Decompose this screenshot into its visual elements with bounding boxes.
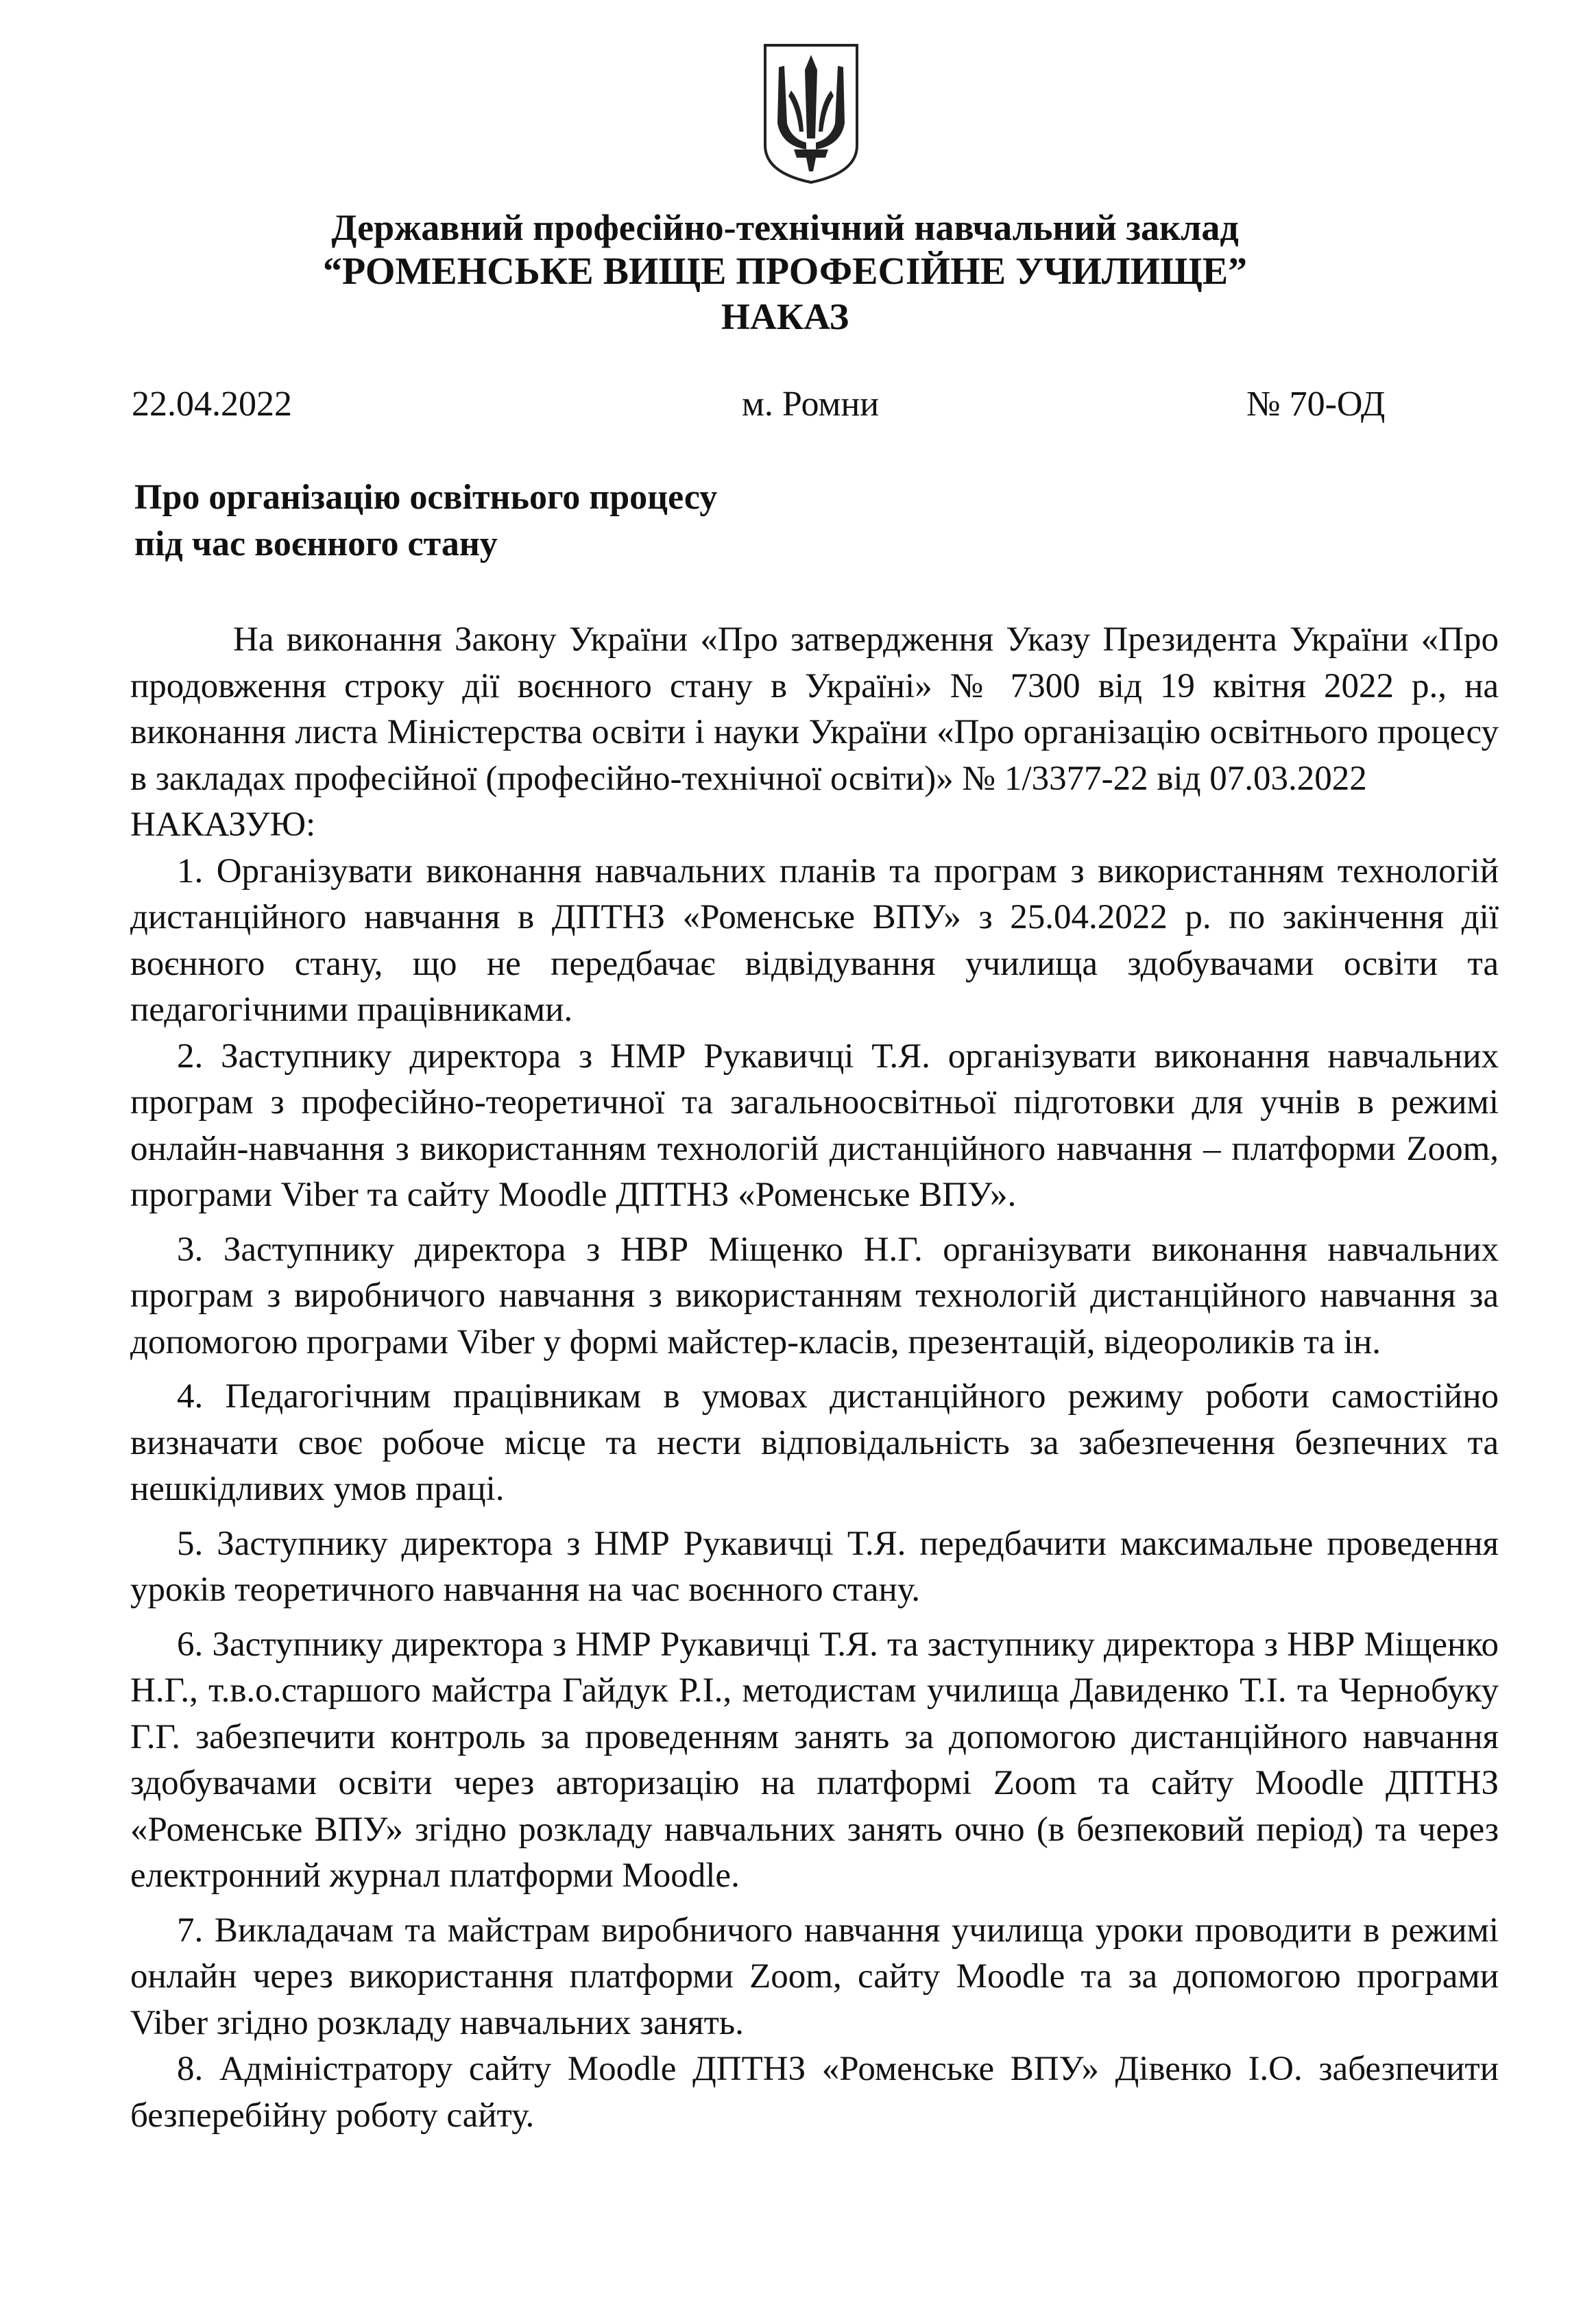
order-item-3: 3. Заступнику директора з НВР Міщенко Н.Г. організувати виконання навчальних програм з виробничого навчання з використанням технологій дистанційного навчання за допомогою програми Viber у формі майстер-класів, презентацій, відеороликів та ін.	[130, 1230, 1499, 1361]
institution-name: “РОМЕНСЬКЕ ВИЩЕ ПРОФЕСІЙНЕ УЧИЛИЩЕ”	[322, 250, 1248, 293]
document-type: НАКАЗ	[721, 296, 849, 337]
order-title	[134, 474, 717, 568]
order-item-2: 2. Заступнику директора з НМР Рукавичці Т.Я. організувати виконання навчальних програм з професійно-теоретичної та загальноосвітньої підготовки для учнів в режимі онлайн-навчання з використанням технологій дистанційного навчання – платформи Zoom, програми Viber та сайту Moodle ДПТНЗ «Роменське ВПУ».	[130, 1037, 1499, 1214]
institution-type: Державний професійно-технічний навчальний заклад	[331, 207, 1239, 248]
order-city: м. Ромни	[742, 385, 880, 424]
order-item-5: 5. Заступнику директора з НМР Рукавичці Т.Я. передбачити максимальне проведення уроків теоретичного навчання на час воєнного стану.	[130, 1524, 1499, 1609]
order-item-6: 6. Заступнику директора з НМР Рукавичці Т.Я. та заступнику директора з НВР Міщенко Н.Г., т.в.о.старшого майстра Гайдук Р.І., методистам училища Давиденко Т.І. та Чернобуку Г.Г. забезпечити контроль за проведенням занять за допомогою дистанційного навчання здобувачами освіти через авторизацію на платформі Zoom та сайту Moodle ДПТНЗ «Роменське ВПУ» згідно розкладу навчальних занять очно (в безпековий період) та через електронний журнал платформи Moodle.	[130, 1625, 1499, 1895]
order-body	[130, 617, 1499, 2139]
trident-emblem-icon	[761, 43, 861, 185]
order-date: 22.04.2022	[132, 385, 292, 424]
order-item-1: 1. Організувати виконання навчальних планів та програм з використанням технологій дистанційного навчання в ДПТНЗ «Роменське ВПУ» з 25.04.2022 р. по закінчення дії воєнного стану, що не передбачає відвідування училища здобувачами освіти та педагогічними працівниками.	[130, 851, 1499, 1029]
order-number: № 70-ОД	[1246, 385, 1386, 424]
order-word: НАКАЗУЮ:	[130, 806, 316, 844]
order-item-4: 4. Педагогічним працівникам в умовах дистанційного режиму роботи самостійно визначати своє робоче місце та нести відповідальність за забезпечення безпечних та нешкідливих умов праці.	[130, 1377, 1499, 1508]
order-item-8: 8. Адміністратору сайту Moodle ДПТНЗ «Роменське ВПУ» Дівенко І.О. забезпечити безперебійну роботу сайту.	[130, 2050, 1499, 2135]
order-item-7: 7. Викладачам та майстрам виробничого навчання училища уроки проводити в режимі онлайн через використання платформи Zoom, сайту Moodle та за допомогою програми Viber згідно розкладу навчальних занять.	[130, 1911, 1499, 2042]
order-title-line-1: Про організацію освітнього процесу	[134, 478, 718, 517]
intro-paragraph: На виконання Закону України «Про затвердження Указу Президента України «Про продовження строку дії воєнного стану в Україні» № 7300 від 19 квітня 2022 р., на виконання листа Міністерства освіти і науки України «Про організацію освітнього процесу в закладах професійної (професійно-технічної освіти)» № 1/3377-22 від 07.03.2022	[130, 620, 1499, 798]
order-title-line-2: під час воєнного стану	[134, 524, 498, 564]
